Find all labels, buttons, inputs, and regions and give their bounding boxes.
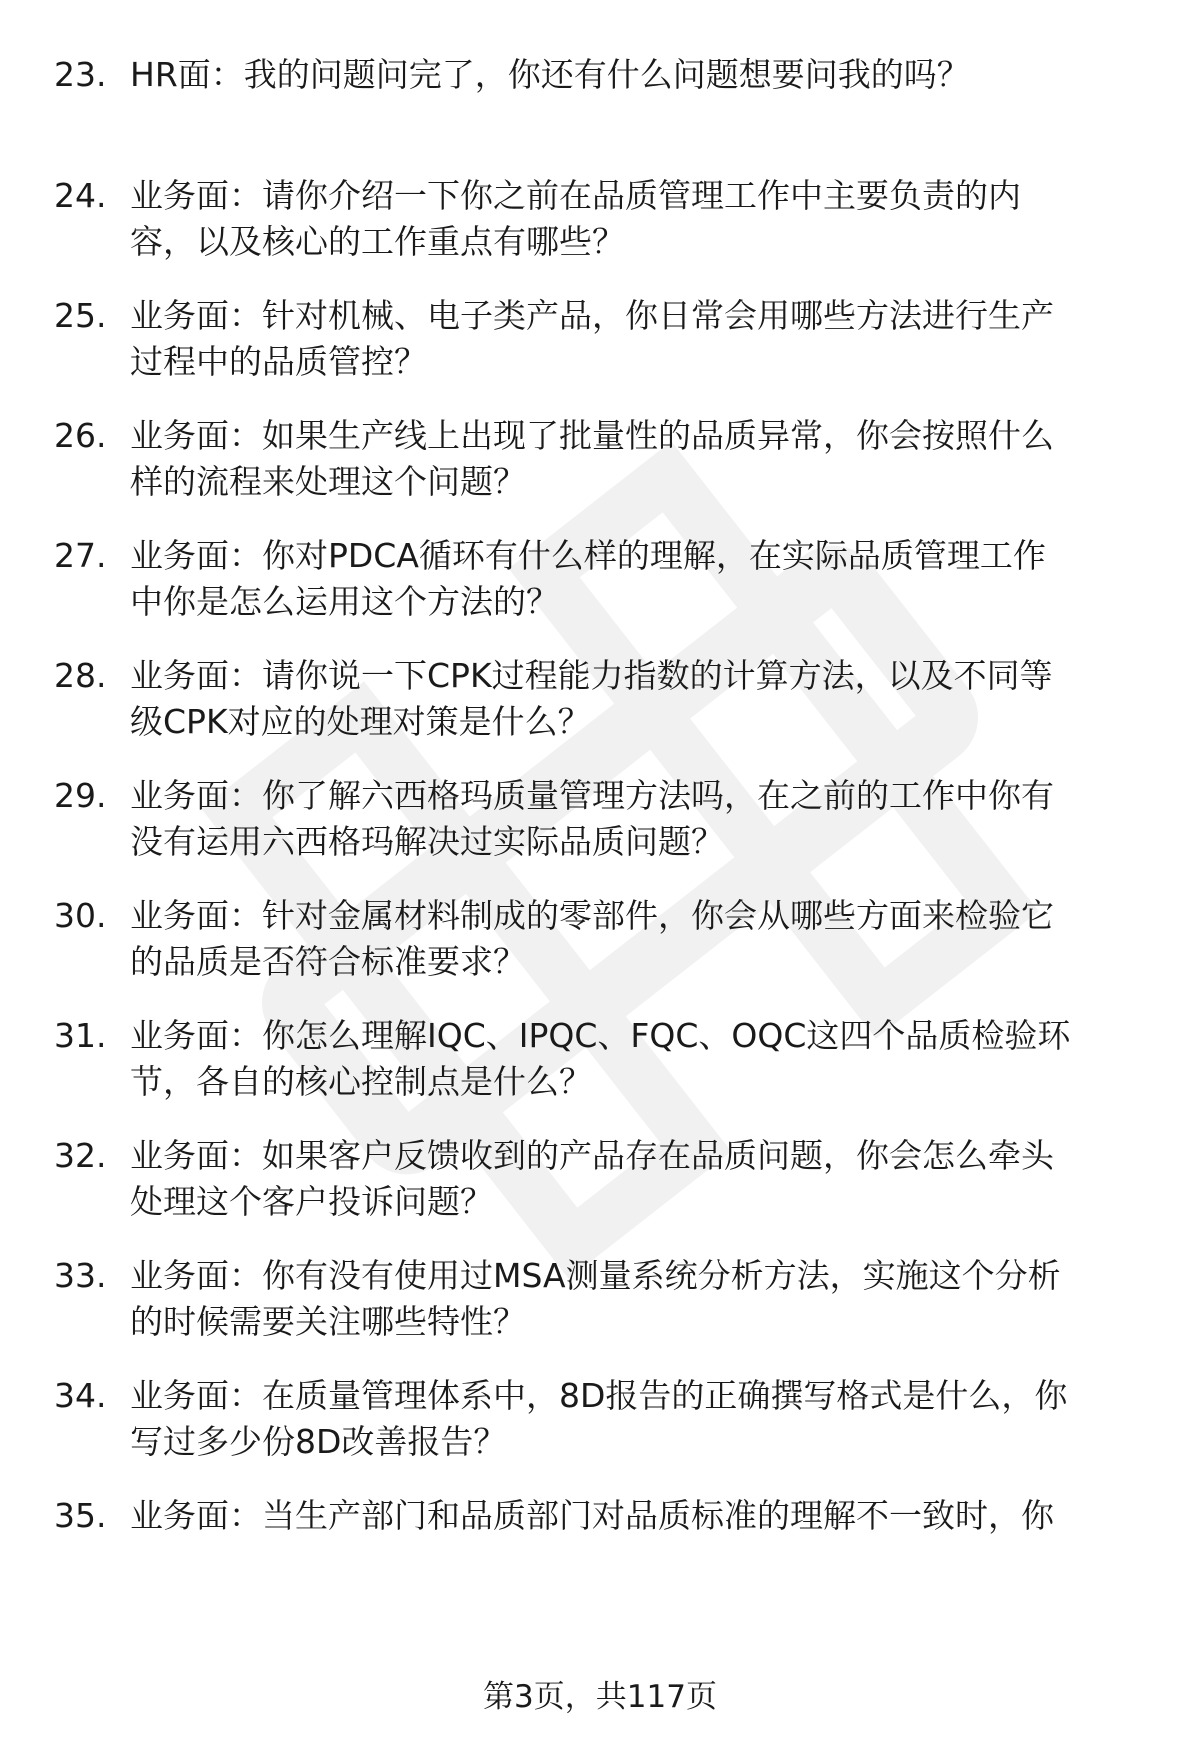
question-number: 32.: [54, 1136, 107, 1175]
question-text: 业务面：你怎么理解IQC、IPQC、FQC、OQC这四个品质检验环 节，各自的核心控制点是什么？: [130, 1016, 1071, 1101]
question-number: 30.: [54, 896, 107, 935]
question-item: [0, 1133, 1200, 1253]
question-item: [0, 533, 1200, 653]
question-item: [0, 293, 1200, 413]
question-item: [0, 773, 1200, 893]
question-text: 业务面：你了解六西格玛质量管理方法吗，在之前的工作中你有 没有运用六西格玛解决过实际品质问题？: [130, 776, 1054, 861]
question-number: 31.: [54, 1016, 107, 1055]
question-number: 26.: [54, 416, 107, 455]
question-text: 业务面：在质量管理体系中，8D报告的正确撰写格式是什么，你 写过多少份8D改善报告？: [130, 1376, 1068, 1461]
question-text: 业务面：当生产部门和品质部门对品质标准的理解不一致时，你: [130, 1496, 1054, 1535]
question-number: 28.: [54, 656, 107, 695]
question-item: [0, 173, 1200, 293]
question-text: 业务面：请你介绍一下你之前在品质管理工作中主要负责的内 容，以及核心的工作重点有哪些？: [130, 176, 1021, 261]
question-item: [0, 1373, 1200, 1493]
question-item: [0, 1253, 1200, 1373]
page-footer: 第3页，共117页: [483, 1679, 717, 1715]
question-text: 业务面：如果生产线上出现了批量性的品质异常，你会按照什么 样的流程来处理这个问题？: [130, 416, 1054, 501]
question-number: 23.: [54, 55, 107, 94]
question-item: [0, 1013, 1200, 1133]
question-text: 业务面：请你说一下CPK过程能力指数的计算方法，以及不同等 级CPK对应的处理对策是什么？: [130, 656, 1053, 741]
question-number: 25.: [54, 296, 107, 335]
question-item: [0, 52, 1200, 183]
question-number: 34.: [54, 1376, 107, 1415]
question-item: [0, 1493, 1200, 1553]
question-text: 业务面：你有没有使用过MSA测量系统分析方法，实施这个分析 的时候需要关注哪些特性？: [130, 1256, 1061, 1341]
question-number: 33.: [54, 1256, 107, 1295]
question-item: [0, 893, 1200, 1013]
question-text: HR面：我的问题问完了，你还有什么问题想要问我的吗？: [130, 55, 970, 94]
question-item: [0, 653, 1200, 773]
question-text: 业务面：如果客户反馈收到的产品存在品质问题，你会怎么牵头 处理这个客户投诉问题？: [130, 1136, 1054, 1221]
question-text: 业务面：针对金属材料制成的零部件，你会从哪些方面来检验它 的品质是否符合标准要求？: [130, 896, 1054, 981]
question-text: 业务面：你对PDCA循环有什么样的理解，在实际品质管理工作 中你是怎么运用这个方法的？: [130, 536, 1046, 621]
question-list: [0, 52, 1200, 1553]
question-number: 24.: [54, 176, 107, 215]
question-text: 业务面：针对机械、电子类产品，你日常会用哪些方法进行生产 过程中的品质管控？: [130, 296, 1054, 381]
question-number: 29.: [54, 776, 107, 815]
question-number: 35.: [54, 1496, 107, 1535]
question-number: 27.: [54, 536, 107, 575]
question-item: [0, 413, 1200, 533]
